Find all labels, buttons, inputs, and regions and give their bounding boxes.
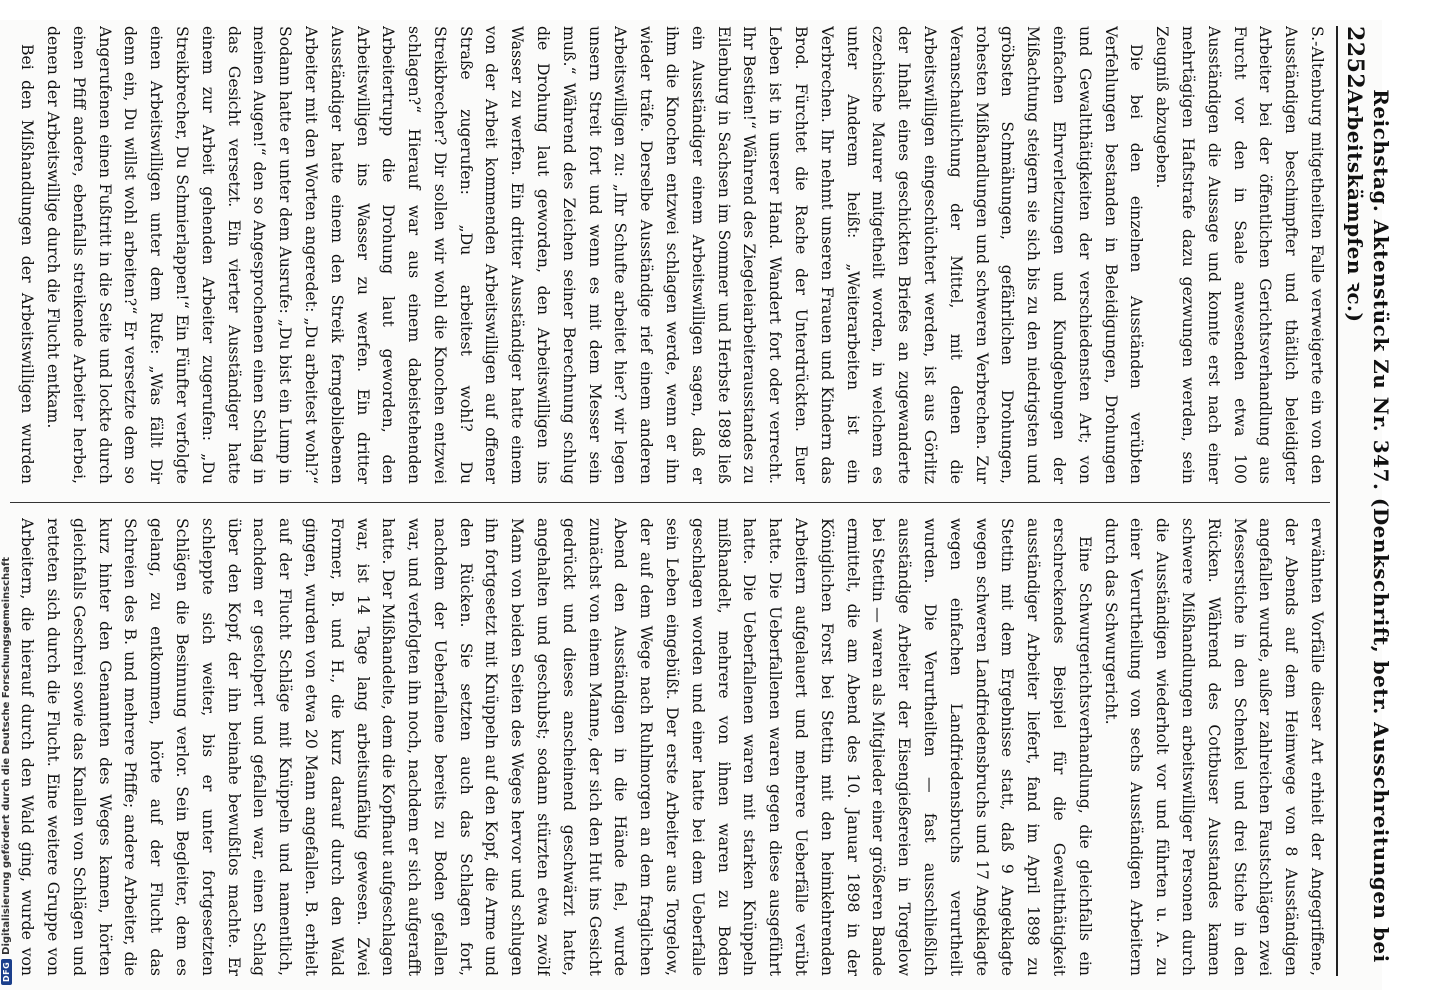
right-column <box>10 518 1330 976</box>
credit-text: Digitalisierung gefördert durch die Deutsche Forschungsgemeinschaft <box>1 556 12 955</box>
paragraph: Eine Schwurgerichtsverhandlung, die gleichfalls ein erschreckendes Beispiel für die Gewaltthätigkeit ausständiger Arbeiter liefert, fand im April 1898 zu Stettin mit dem Ergebnisse statt, daß 9 Angeklagte wegen schweren Landfriedensbruchs und 17 Angeklagte wegen einfachen Landfriedensbruchs verurtheilt wurden. Die Verurtheilten — fast ausschließlich ausständige Arbeiter der Eisengießereien in Torgelow bei Stettin — waren als Mitglieder einer größeren Bande ermittelt, die am Abend des 10. Januar 1898 in der Königlichen Forst bei Stettin mit den heimkehrenden Arbeitern aufgelauert und mehrere Ueberfälle verübt hatte. Die Ueberfallenen waren gegen diese ausgeführt hatte. Die Ueberfallenen waren mit starken Knüppeln mißhandelt, mehrere von ihnen waren zu Boden geschlagen worden und einer hatte bei dem Ueberfalle sein Leben eingebüßt. Der erste Arbeiter aus Torgelow, der auf dem Wege nach Ruhlmorgen an dem fraglichen Abend den Ausständigen in die Hände fiel, wurde zunächst von einem Manne, der sich den Hut ins Gesicht gedrückt und dieses anscheinend geschwärzt hatte, angehalten und geschubst; sodann stürzten etwa zwölf Mann von beiden Seiten des Weges hervor und schlugen ihn fortgesetzt mit Knüppeln auf den Kopf, die Arme und den Rücken. Sie setzten auch das Schlagen fort, nachdem der Ueberfallene bereits zu Boden gefallen war, und verfolgten ihn noch, nachdem er sich aufgerafft hatte. Der Mißhandelte, dem die Kopfhaut aufgeschlagen war, ist 14 Tage lang arbeitsunfähig gewesen. Zwei Former, B. und H., die kurz darauf durch den Wald gingen, wurden von etwa 20 Mann angefallen. B. erhielt auf der Flucht Schläge mit Knüppeln und namentlich, nachdem er gestolpert und gefallen war, einen Schlag über den Kopf, der ihn beinahe bewußtlos machte. Er schleppte sich weiter, bis er unter fortgesetzten Schlägen die Besinnung verlor. Sein Begleiter, dem es gelang, zu entkommen, hörte auf der Flucht das Schreien des B. und mehrere Pfiffe; andere Arbeiter, die kurz hinter den Genannten des Weges kamen, hörten gleichfalls Geschrei sowie das Knallen von Schlägen und retteten sich durch die Flucht. Eine weitere Gruppe von Arbeitern, die hierauf durch den Wald ging, wurde von <box>18 518 1095 976</box>
left-column <box>10 26 1330 484</box>
paragraph: erwähnten Vorfälle dieser Art erhielt der Angegriffene, der Abends auf dem Heimwege von 8 Ausständigen angefallen wurde, außer zahlreichen Faustschlägen zwei Messerstiche in den Schenkel und drei Stiche in den Rücken. Während des Cottbuser Ausstandes kamen schwere Mißhandlungen arbeitswilliger Personen durch die Ausständigen wiederholt vor und führten u. A. zu einer Verurtheilung von sechs Ausständigen Arbeitern durch das Schwurgericht. <box>1101 518 1327 976</box>
page-title: Reichstag. Aktenstück Zu Nr. 347. (Denkschrift, betr. Ausschreitungen bei Arbeitskämpfen ꝛc.) <box>1343 89 1393 963</box>
paragraph: Die bei den einzelnen Ausständen verübten Verfehlungen bestanden in Beleidigungen, Drohungen und Gewaltthätigkeiten der verschiedensten Art; von einfachen Ehrverletzungen und Kundgebungen der Mißachtung steigern sie sich bis zu den niedrigsten und gröbsten Schmähungen, gefährlichen Drohungen, rohesten Mißhandlungen und schweren Verbrechen. Zur Veranschaulichung der Mittel, mit denen die Arbeitswilligen eingeschüchtert werden, ist aus Görlitz der Inhalt eines geschickten Briefes an zugewanderte czechische Maurer mitgetheilt worden, in welchem es unter Anderem heißt: „Weiterarbeiten ist ein Verbrechen. Ihr nehmt unseren Frauen und Kindern das Brod. Fürchtet die Rache der Unterdrückten. Euer Leben ist in unserer Hand. Wandert fort oder verrecht. Ihr Bestien!“ Während des Ziegeleiarbeiterausstandes zu Eilenburg in Sachsen im Sommer und Herbste 1898 ließ ein Ausständiger einem Arbeitswilligen sagen, daß er ihm die Knochen entzwei schlagen werde, wenn er ihn wieder träfe. Derselbe Ausständige rief einem anderen Arbeitswilligen zu: „Ihr Schufte arbeitet hier? wir legen unsern Streit fort und wenn es mit dem Messer sein muß.“ Während des Zeichen seiner Berechnung schlug die Drohung laut geworden, den Arbeitswilligen ins Wasser zu werfen. Ein dritter Ausständiger hatte einem von der Arbeit kommenden Arbeitswilligen auf offener Straße zugerufen: „Du arbeitest wohl? Du Streikbrecher? Dir sollen wir wohl die Knochen entzwei schlagen?“ Hierauf war aus einem dabeistehenden Arbeitertrupp die Drohung laut geworden, den Arbeitswilligen ins Wasser zu werfen. Ein dritter Ausständiger hatte einem den Streik ferngebliebenen Arbeiter mit den Worten angeredet: „Du arbeitest wohl?“ Sodann hatte er unter dem Ausrufe: „Du bist ein Lump in meinen Augen!“ den so Angesprochenen einen Schlag in das Gesicht versetzt. Ein vierter Ausständiger hatte einem zur Arbeit gehenden Arbeiter zugerufen: „Du Streikbrecher, Du Schmierlappen!“ Ein Fünfter verfolgte einen Arbeitswilligen unter dem Rufe: „Was fällt Dir denn ein, Du willst wohl arbeiten?“ Er versetzte dem so Angerufenen einen Fußtritt in die Seite und lockte durch einen Pfiff andere, ebenfalls streikende Arbeiter herbei, denen der Arbeitswillige durch die Flucht entkam. <box>43 26 1147 484</box>
rotated-page <box>0 20 1393 990</box>
digitization-credit <box>1 557 12 985</box>
header-rule <box>1336 26 1338 976</box>
page-number: 2252 <box>1342 26 1368 90</box>
dfg-logo: DFG <box>1 959 12 985</box>
paragraph: Bei den Mißhandlungen der Arbeitswilligen wurden <box>18 44 38 484</box>
running-head <box>1342 26 1393 976</box>
column-divider <box>10 502 1330 503</box>
paragraph: S.-Altenburg mitgetheilten Falle verweigerte ein von den Ausständigen beschimpfter und thätlich beleidigter Arbeiter bei der öffentlichen Gerichtsverhandlung aus Furcht vor den in Saale anwesenden etwa 100 Ausständigen die Aussage und konnte erst nach einer mehrtägigen Haftstrafe dazu gezwungen werden, sein Zeugniß abzugeben. <box>1153 26 1327 484</box>
